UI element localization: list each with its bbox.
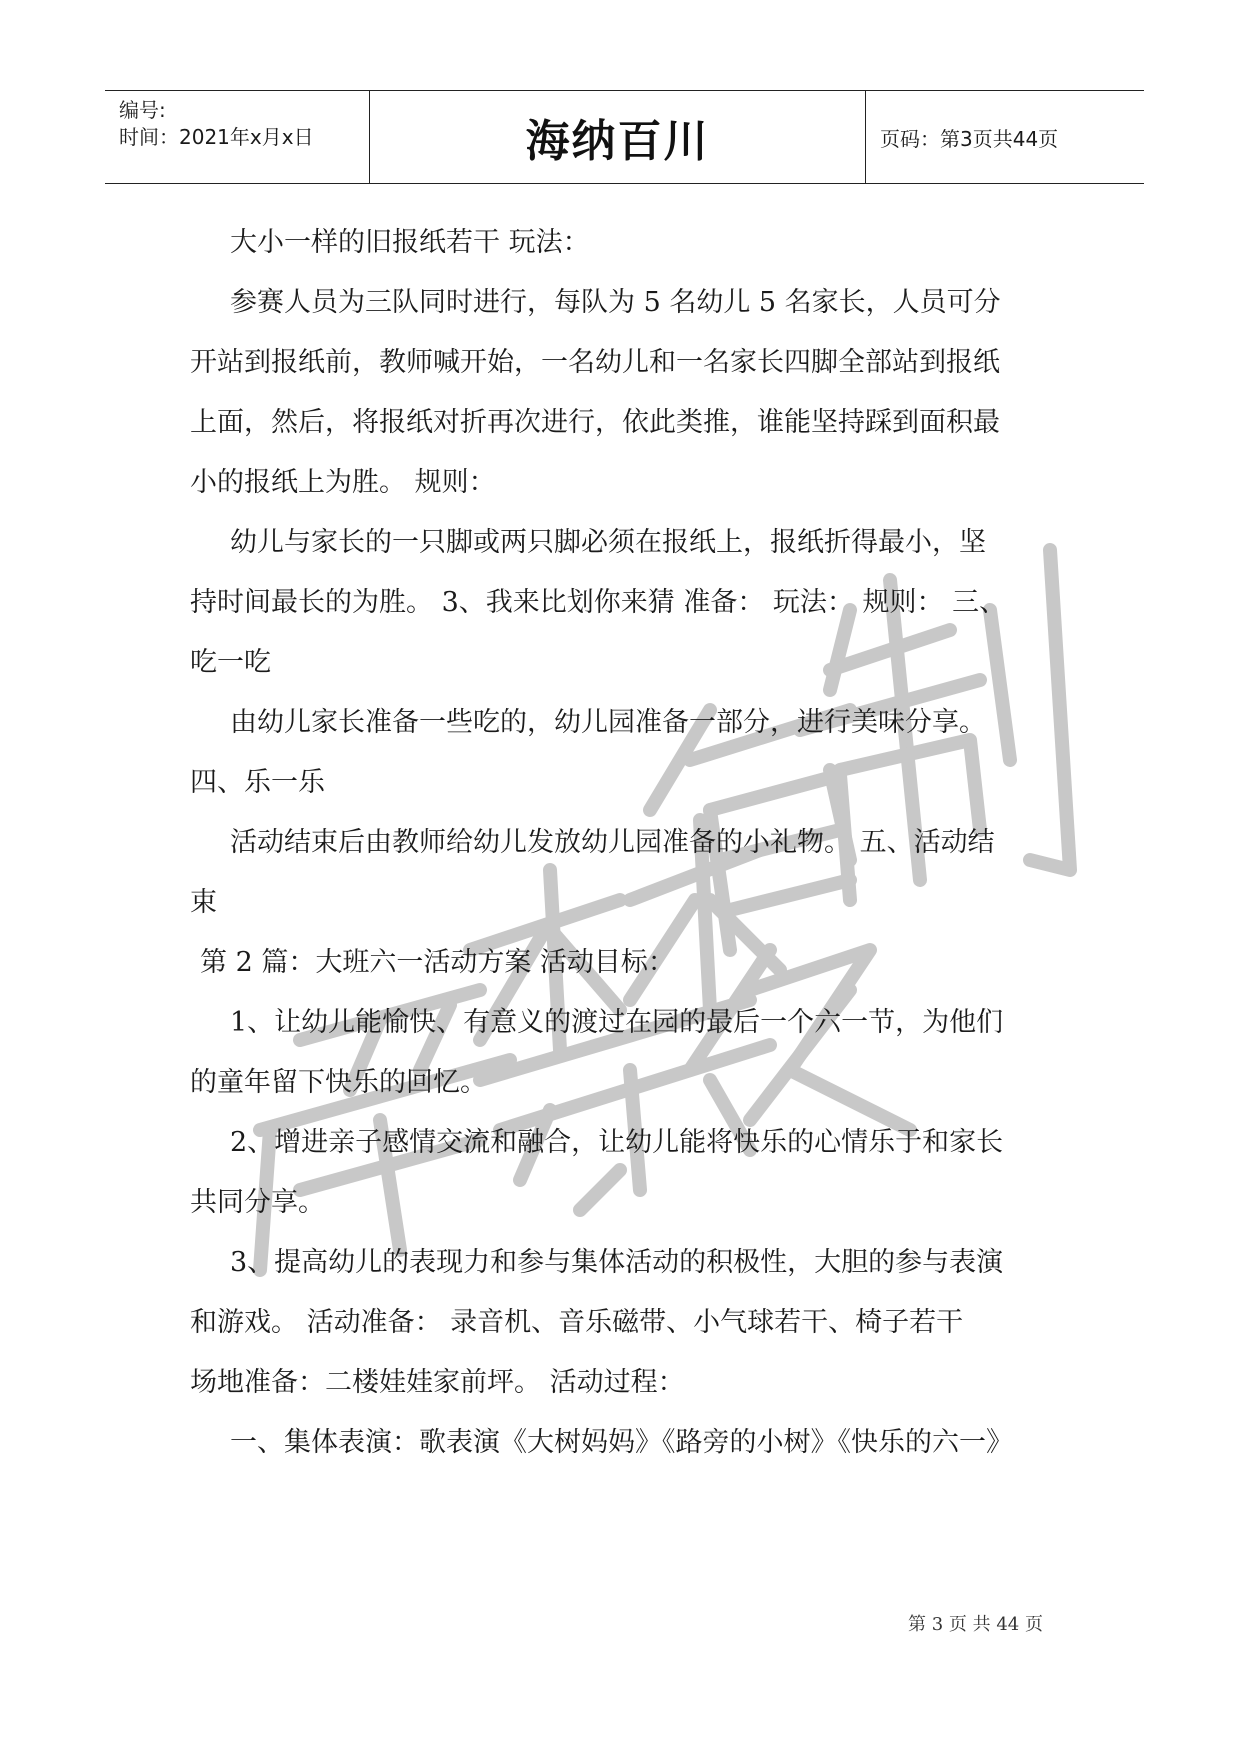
header-meta-cell <box>105 91 370 183</box>
body-line: 吃一吃 <box>190 647 271 678</box>
body-line: 活动结束后由教师给幼儿发放幼儿园准备的小礼物。 五、活动结 <box>230 827 995 858</box>
body-line: 四、乐一乐 <box>190 767 325 798</box>
body-line: 参赛人员为三队同时进行，每队为 5 名幼儿 5 名家长，人员可分 <box>230 287 1001 318</box>
body-line: 上面，然后，将报纸对折再次进行，依此类推，谁能坚持踩到面积最 <box>190 407 1000 438</box>
brand-title: 海纳百川 <box>525 116 710 167</box>
body-line: 开站到报纸前，教师喊开始，一名幼儿和一名家长四脚全部站到报纸 <box>190 347 1000 378</box>
body-line: 的童年留下快乐的回忆。 <box>190 1067 487 1098</box>
body-line: 共同分享。 <box>190 1187 325 1218</box>
body-line: 一、集体表演：歌表演《大树妈妈》《路旁的小树》《快乐的六一》 <box>230 1427 1013 1458</box>
header-page-cell <box>866 91 1144 183</box>
date-line: 时间：2021年x月x日 <box>119 125 314 149</box>
body-line: 由幼儿家长准备一些吃的，幼儿园准备一部分，进行美味分享。 <box>230 707 986 738</box>
body-line: 第 2 篇：大班六一活动方案 活动目标： <box>200 947 675 978</box>
page-footer: 第 3 页 共 44 页 <box>908 1614 1043 1635</box>
body-line: 和游戏。 活动准备： 录音机、音乐磁带、小气球若干、椅子若干 <box>190 1307 964 1338</box>
body-line: 1、让幼儿能愉快、有意义的渡过在园的最后一个六一节，为他们 <box>230 1007 1004 1038</box>
body-line: 大小一样的旧报纸若干 玩法： <box>230 227 590 258</box>
body-line: 幼儿与家长的一只脚或两只脚必须在报纸上，报纸折得最小，坚 <box>230 527 986 558</box>
body-line: 场地准备：二楼娃娃家前坪。 活动过程： <box>190 1367 685 1398</box>
document-header <box>105 90 1144 184</box>
header-brand-cell <box>370 91 866 183</box>
body-line: 持时间最长的为胜。 3、我来比划你来猜 准备： 玩法： 规则： 三、 <box>190 587 1007 618</box>
body-line: 3、提高幼儿的表现力和参与集体活动的积极性，大胆的参与表演 <box>230 1247 1004 1278</box>
body-line: 束 <box>190 887 217 918</box>
body-line: 2、增进亲子感情交流和融合，让幼儿能将快乐的心情乐于和家长 <box>230 1127 1004 1158</box>
serial-number-label: 编号: <box>119 98 166 122</box>
body-line: 小的报纸上为胜。 规则： <box>190 467 496 498</box>
page-code: 页码：第3页共44页 <box>880 126 1059 151</box>
